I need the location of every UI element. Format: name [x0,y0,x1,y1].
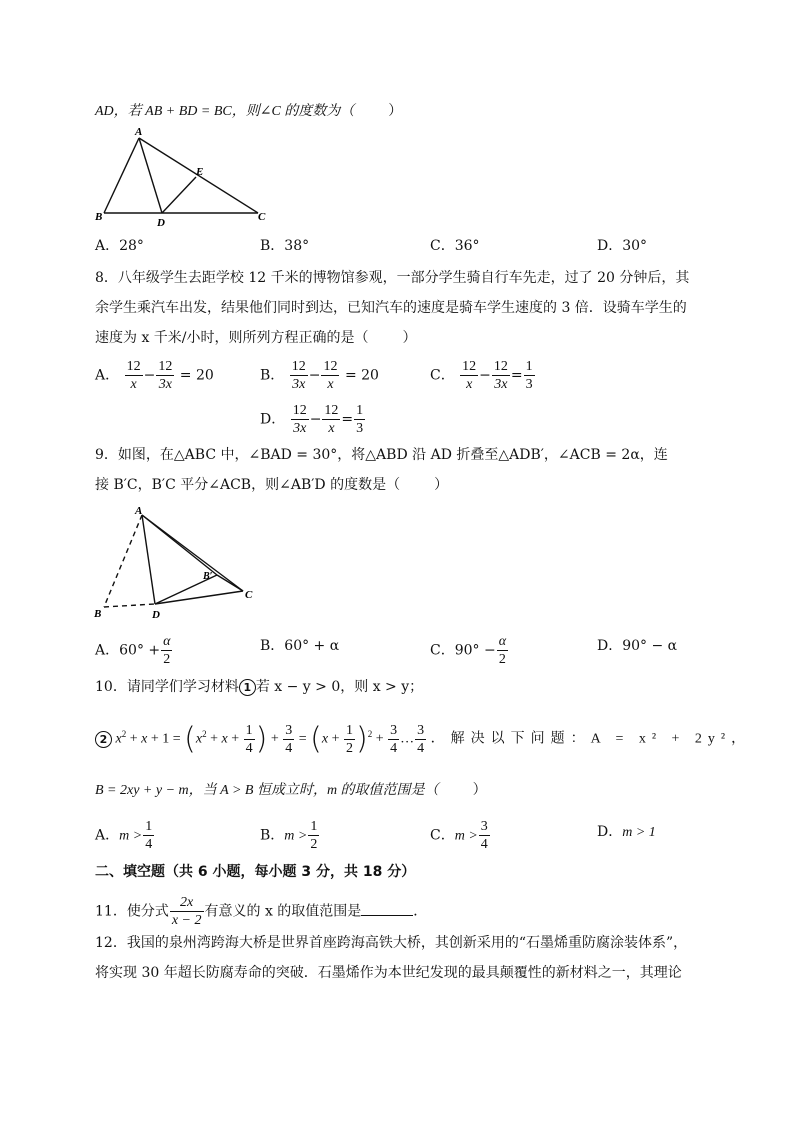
q9-option-a-frac: $\frac{\alpha}{2}$ [163,634,171,667]
q10-option-c[interactable] [430,818,491,853]
q8-option-a[interactable]: A． $\frac{12}{x}$ − $\frac{12}{3x}$ = 20 [95,359,214,392]
q8-option-a-frac2: $\frac{12}{3x}$ [158,359,173,392]
q8-text-line3-end: ） [402,330,417,346]
q9-label-bprime: B′ [203,571,213,582]
q8-text-line3-body: 速度为 x 千米/小时，则所列方程正确的是（ [95,330,369,346]
q7-option-a[interactable]: A．28° [95,238,144,254]
q8-option-b[interactable]: B． $\frac{12}{3x}$ − $\frac{12}{x}$ = 20 [260,359,379,392]
q10-option-a[interactable] [95,818,155,853]
q9-option-b[interactable] [260,636,339,656]
q10-line1-prefix: 10．请同学们学习材料 [95,679,239,695]
q10-option-d-letter: D． [597,824,623,840]
q9-label-c: C [245,589,253,601]
q10-option-a-letter: A． [95,827,120,844]
q8-option-d-frac2: $\frac{12}{x}$ [324,403,339,436]
q10-line3 [95,780,487,801]
q10-line1 [95,677,423,697]
q11-fraction: $\frac{2x}{x - 2}$ [171,895,202,928]
q10-option-a-frac: $\frac{1}{4}$ [145,819,153,852]
q9-option-a-pre: 60° + [119,642,161,659]
q9-option-c-frac: $\frac{\alpha}{2}$ [498,634,507,667]
q10-line2-tail: ．解决以下问题：A = x² + 2y²， [430,731,752,747]
q12-line1: 12．我国的泉州湾跨海大桥是世界首座跨海高铁大桥，其创新采用的“石墨烯重防腐涂装体系”， [95,935,688,951]
q10-option-d[interactable] [597,822,656,843]
q9-text-line2 [95,475,448,495]
q8-option-c[interactable]: C． $\frac{12}{x}$ − $\frac{12}{3x}$ = $\frac{1}{3}$ [430,359,533,392]
q8-option-c-rhs-frac: $\frac{1}{3}$ [525,359,533,392]
q10-circle-2-icon: 2 [95,731,112,748]
q11-end: ． [413,903,428,920]
q8-option-d-letter: D． [260,411,286,428]
q8-text-line2: 余学生乘汽车出发，结果他们同时到达，已知汽车的速度是骑车学生速度的 3 倍．设骑车学生的 [95,300,687,316]
q8-option-c-letter: C． [430,367,455,384]
q9-option-d-pre: 90° − α [622,638,678,654]
q8-option-d-rhs-frac: $\frac{1}{3}$ [356,403,364,436]
q8-option-d-frac1: $\frac{12}{3x}$ [292,403,307,436]
q7-stem-suffix: ） [388,103,403,119]
q9-fold-figure [90,503,260,621]
q8-option-c-frac1: $\frac{12}{x}$ [462,359,477,392]
q9-text-line1: 9．如图，在△ABC 中，∠BAD = 30°，将△ABD 沿 AD 折叠至△ADB′，∠ACB = 2α，连 [95,447,668,463]
q10-option-b-pre: m > [284,828,308,844]
q7-label-a: A [135,126,143,138]
q10-circle-1-icon: 1 [239,679,256,696]
q9-text-line2-body: 接 B′C，B′C 平分∠ACB，则∠AB′D 的度数是（ [95,477,401,493]
q8-text-line3 [95,328,417,348]
q10-option-c-letter: C． [430,827,455,844]
q11-prefix: 11．使分式 [95,903,169,920]
q10-line3-end: ） [472,782,487,798]
q9-label-b: B [94,608,102,620]
q10-option-c-pre: m > [454,828,478,844]
q11-answer-blank[interactable] [361,901,413,916]
q8-option-b-letter: B． [260,367,285,384]
q9-option-c-letter: C． [430,642,455,659]
q9-option-a[interactable] [95,633,173,668]
q9-option-b-letter: B． [260,638,285,654]
q8-option-b-frac2: $\frac{12}{x}$ [323,359,338,392]
q12-line2: 将实现 30 年超长防腐寿命的突破．石墨烯作为本世纪发现的最具颠覆性的新材料之一，其理论 [95,965,682,981]
q8-option-b-rhs: = 20 [344,367,379,384]
section-fill-in-title: 二、填空题（共 6 小题，每小题 3 分，共 18 分） [95,864,416,880]
q10-option-d-pre: m > 1 [622,825,656,840]
q7-label-b: B [95,211,103,223]
q9-option-c-pre: 90° − [454,642,496,659]
q9-option-a-letter: A． [95,642,120,659]
q8-option-a-letter: A． [95,367,120,384]
q9-option-d-letter: D． [597,638,623,654]
q7-label-d: D [157,217,165,229]
q9-option-b-pre: 60° + α [284,638,340,654]
q8-text-line1: 8．八年级学生去距学校 12 千米的博物馆参观，一部分学生骑自行车先走，过了 20 分钟后，其 [95,270,690,286]
q7-label-e: E [196,166,204,178]
q9-text-line2-end: ） [434,477,449,493]
q8-option-a-frac1: $\frac{12}{x}$ [126,359,141,392]
q7-triangle-figure [92,125,277,230]
q8-option-c-frac2: $\frac{12}{3x}$ [493,359,508,392]
q8-option-b-frac1: $\frac{12}{3x}$ [291,359,306,392]
q10-option-b[interactable] [260,818,320,853]
q10-option-c-frac: $\frac{3}{4}$ [480,819,488,852]
q7-label-c: C [258,211,266,223]
q9-option-d[interactable] [597,636,677,656]
q10-option-a-pre: m > [119,828,143,844]
q8-option-d[interactable]: D． $\frac{12}{3x}$ − $\frac{12}{x}$ = $\frac{1}{3}$ [260,403,364,436]
q9-option-c[interactable] [430,633,509,668]
q7-stem [95,101,402,122]
q10-option-b-frac: $\frac{1}{2}$ [310,819,318,852]
q11-suffix: 有意义的 x 的取值范围是 [204,903,362,920]
q10-line1-mid: 若 x − y > 0，则 x > y； [255,679,424,695]
q7-option-d[interactable]: D．30° [597,238,648,254]
q8-option-a-rhs: = 20 [179,367,214,384]
q10-line3-body: B = 2xy + y − m，当 A > B 恒成立时，m 的取值范围是（ [95,783,439,798]
q9-label-a: A [135,505,143,517]
q9-label-d: D [152,609,160,621]
q10-line2: 2 $x^2 + x + 1 = (x^2 + x$ + $\frac{1}{4}$ ) + $\frac{3}{4}$ = (x + $\frac{1}{2}$ )$^2$ + $\frac{3}{4}$ … $\frac{3}{4}$ ．解决以下问题：A = x² + 2y²， [95,722,751,757]
q7-option-c[interactable]: C．36° [430,238,480,254]
q7-option-b[interactable]: B．38° [260,238,310,254]
q11-text [95,894,427,929]
q7-stem-prefix: AD，若 AB + BD = BC，则∠C 的度数为（ [95,104,355,119]
q10-option-b-letter: B． [260,827,285,844]
